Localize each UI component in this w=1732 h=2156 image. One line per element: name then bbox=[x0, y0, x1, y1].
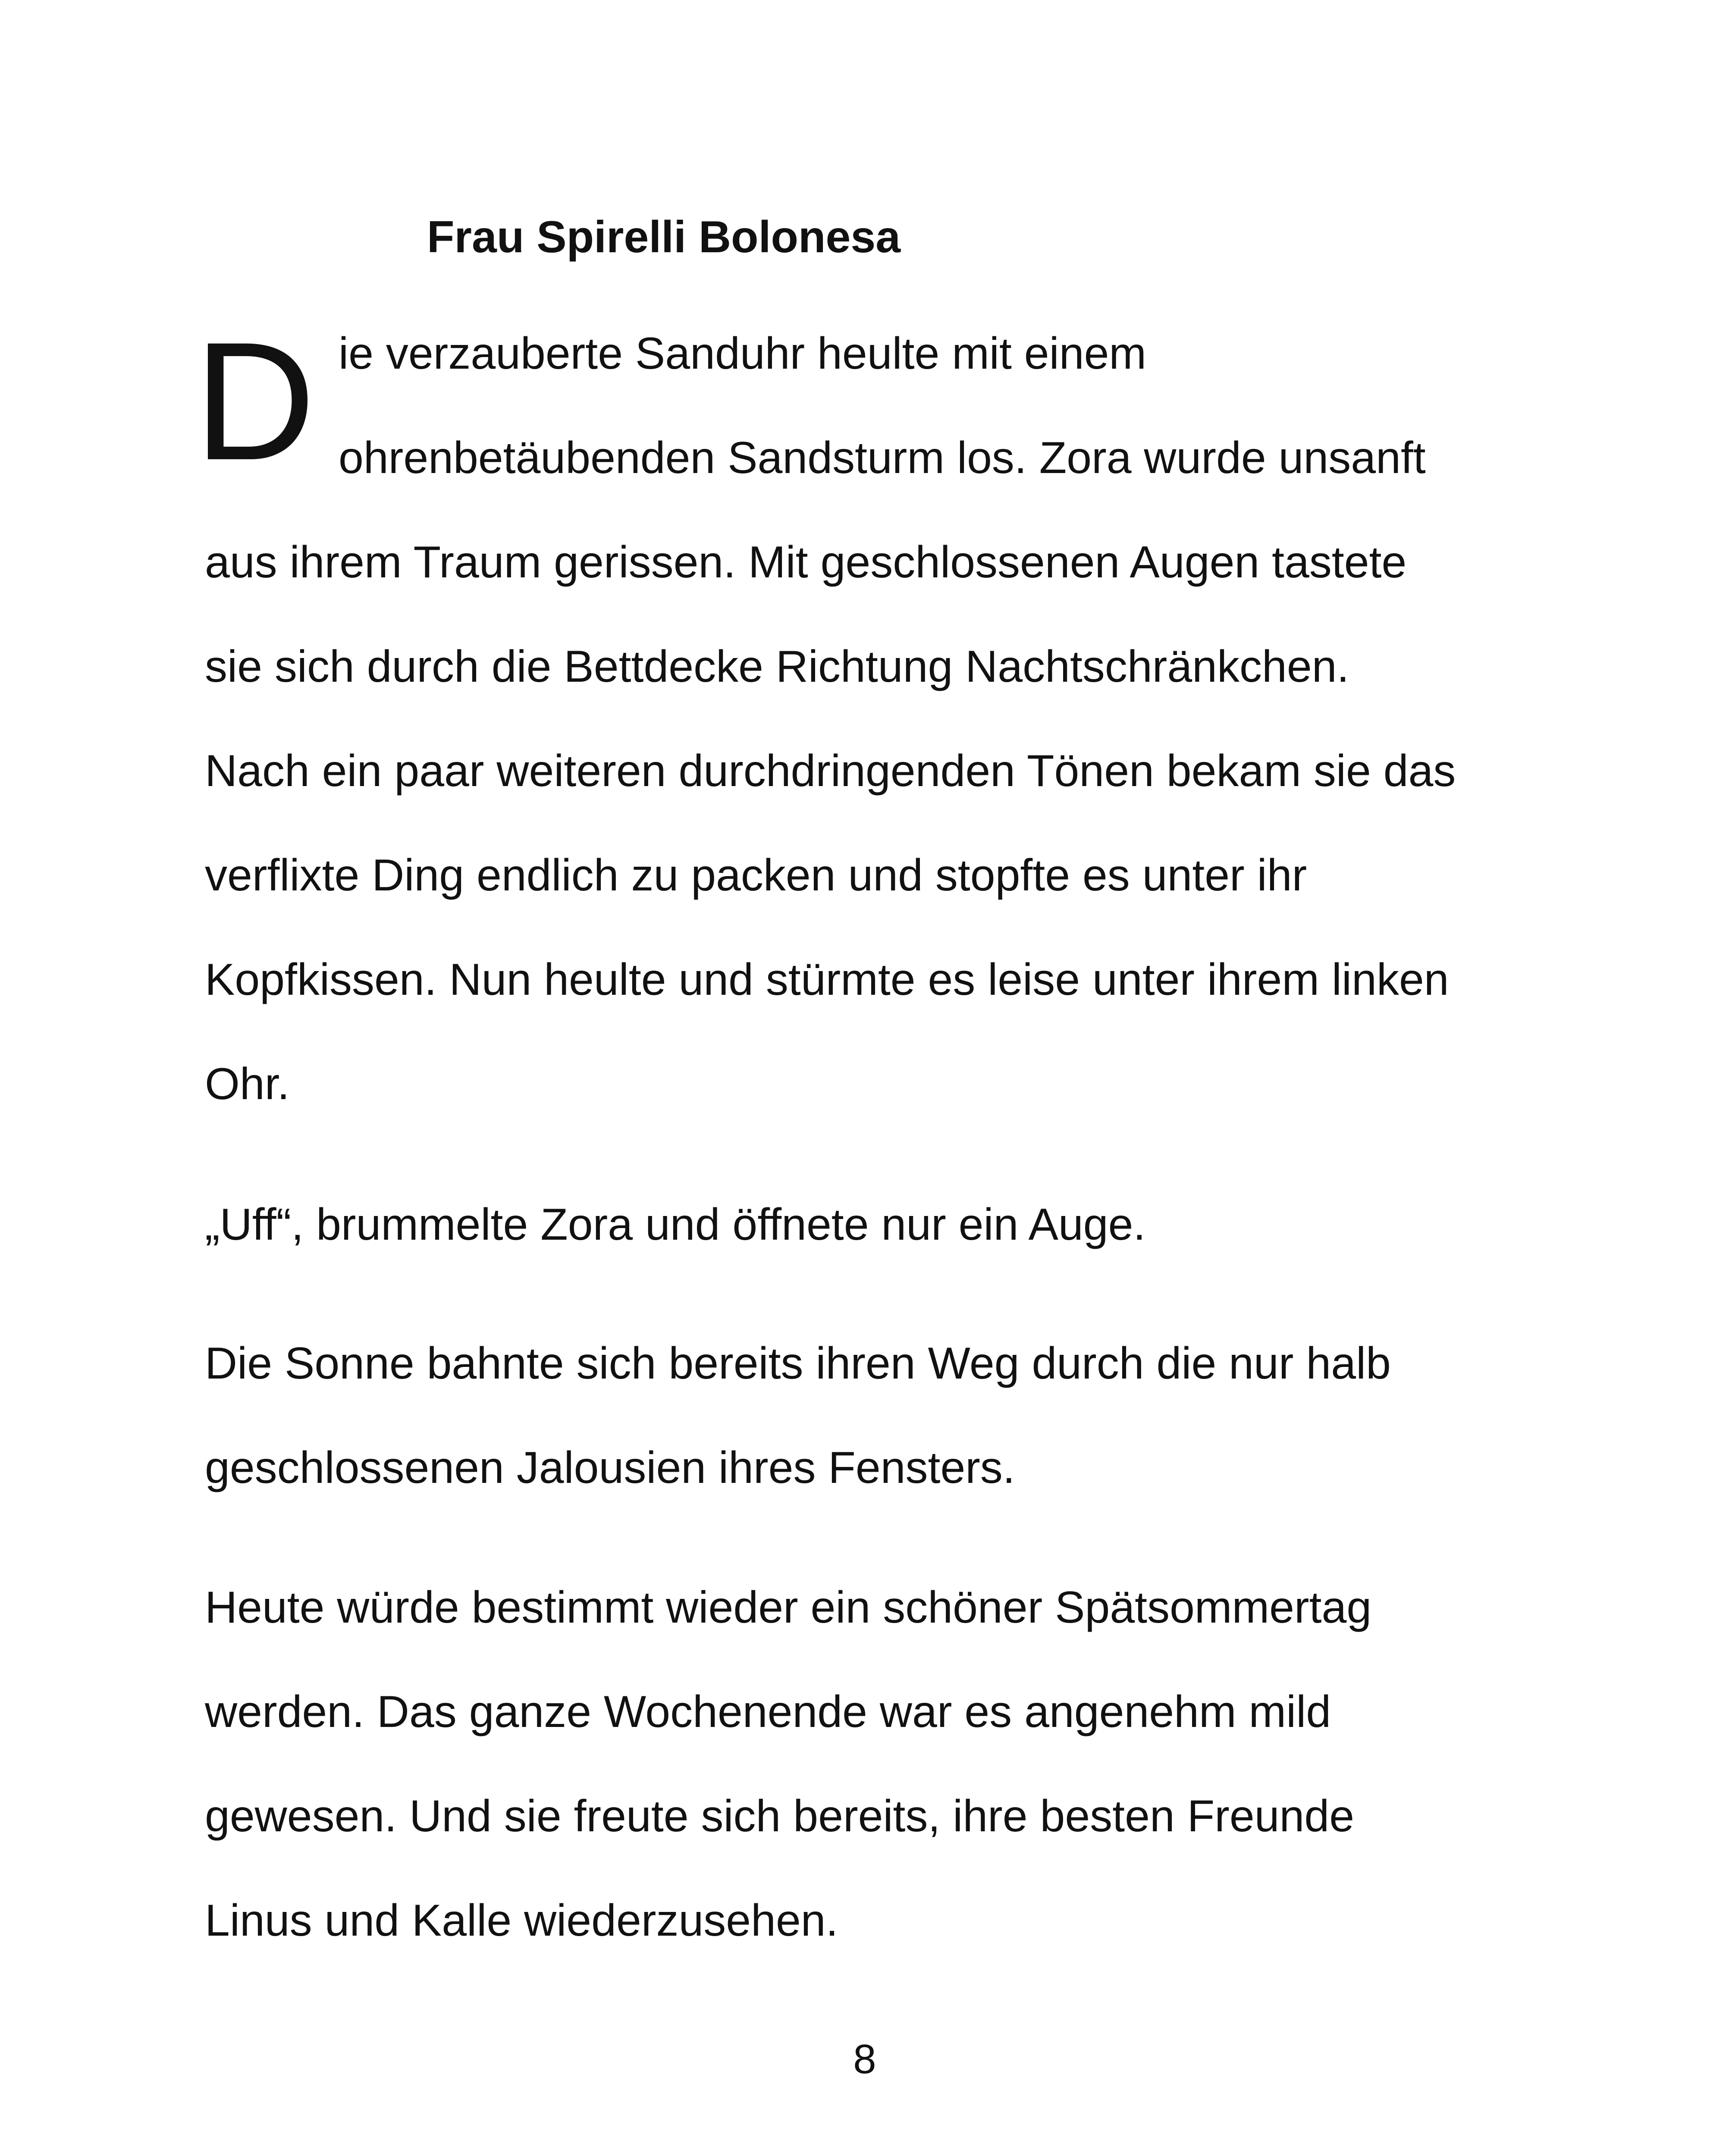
text-line: verflixte Ding endlich zu packen und stopfte es unter ihr bbox=[205, 850, 1307, 900]
text-line: Ohr. bbox=[205, 1059, 290, 1109]
text-line: werden. Das ganze Wochenende war es angenehm mild bbox=[205, 1687, 1331, 1737]
text-line: Nach ein paar weiteren durchdringenden Tönen bekam sie das bbox=[205, 746, 1456, 796]
text-line: geschlossenen Jalousien ihres Fensters. bbox=[205, 1443, 1015, 1493]
chapter-title: Frau Spirelli Bolonesa bbox=[427, 212, 901, 262]
text-line: sie sich durch die Bettdecke Richtung Nachtschränkchen. bbox=[205, 642, 1349, 692]
text-line: Kopfkissen. Nun heulte und stürmte es leise unter ihrem linken bbox=[205, 955, 1449, 1005]
text-line: Linus und Kalle wiederzusehen. bbox=[205, 1896, 838, 1946]
page-number: 8 bbox=[853, 2036, 876, 2082]
text-line: ie verzauberte Sanduhr heulte mit einem bbox=[339, 329, 1147, 379]
text-line: Die Sonne bahnte sich bereits ihren Weg durch die nur halb bbox=[205, 1338, 1391, 1388]
text-line: aus ihrem Traum gerissen. Mit geschlossenen Augen tastete bbox=[205, 537, 1407, 587]
text-line: gewesen. Und sie freute sich bereits, ihre besten Freunde bbox=[205, 1791, 1355, 1841]
drop-cap-letter: D bbox=[194, 307, 316, 495]
text-line: ohrenbetäubenden Sandsturm los. Zora wurde unsanft bbox=[339, 433, 1426, 483]
text-line: Heute würde bestimmt wieder ein schöner Spätsommertag bbox=[205, 1583, 1372, 1633]
text-line: „Uff“, brummelte Zora und öffnete nur ein Auge. bbox=[205, 1200, 1146, 1250]
